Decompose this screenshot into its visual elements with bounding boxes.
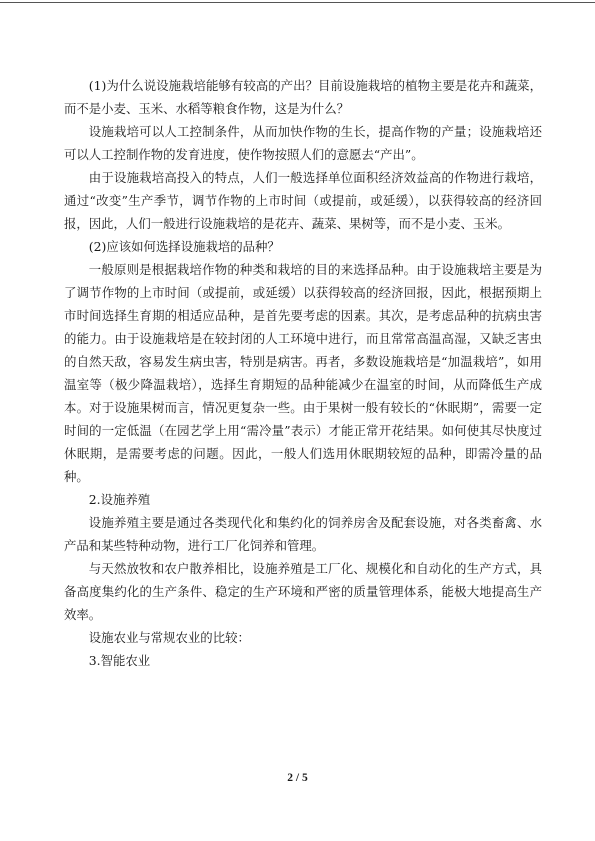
paragraph-question-2: (2)应该如何选择设施栽培的品种？	[88, 239, 280, 254]
section-heading-smart-agriculture: 3.智能农业	[88, 653, 151, 668]
paragraph-breeding-comparison: 与天然放牧和农户散养相比，设施养殖是工厂化、规模化和自动化的生产方式，具备高度集约化的生产条件、稳定的生产环境和严密的质量管理体系，能极大地提高生产效率。	[64, 561, 542, 622]
page-number: 2 / 5	[287, 772, 308, 784]
paragraph-answer-1b: 由于设施栽培高投入的特点，人们一般选择单位面积经济效益高的作物进行栽培，通过“改变”生产季节，调节作物的上市时间（或提前，或延缓），以获得较高的经济回报，因此，人们一般进行设施栽培的是花卉、蔬菜、果树等，而不是小麦、玉米。	[64, 170, 542, 231]
header-rule	[0, 2, 595, 3]
paragraph-answer-1a: 设施栽培可以人工控制条件，从而加快作物的生长，提高作物的产量；设施栽培还可以人工控制作物的发育进度，使作物按照人们的意愿去“产出”。	[64, 124, 542, 162]
document-body	[64, 74, 542, 672]
section-heading-facility-breeding: 2.设施养殖	[88, 492, 151, 507]
paragraph-answer-2: 一般原则是根据栽培作物的种类和栽培的目的来选择品种。由于设施栽培主要是为了调节作物的上市时间（或提前，或延缓）以获得较高的经济回报，因此，根据预期上市时间选择生育期的相适应品种，是首先要考虑的因素。其次，是考虑品种的抗病虫害的能力。由于设施栽培是在较封闭的人工环境中进行，而且常常高温高湿，又缺乏害虫的自然天敌，容易发生病虫害，特别是病害。再者，多数设施栽培是“加温栽培”，如用温室等（极少降温栽培），选择生育期短的品种能减少在温室的时间，从而降低生产成本。对于设施果树而言，情况更复杂一些。由于果树一般有较长的“休眠期”，需要一定时间的一定低温（在园艺学上用“需冷量”表示）才能正常开花结果。如何使其尽快度过休眠期，是需要考虑的问题。因此，一般人们选用休眠期较短的品种，即需冷量的品种。	[64, 262, 542, 484]
paragraph-question-1: (1)为什么说设施栽培能够有较高的产出？目前设施栽培的植物主要是花卉和蔬菜，而不是小麦、玉米、水稻等粮食作物，这是为什么？	[64, 78, 542, 116]
paragraph-agriculture-comparison: 设施农业与常规农业的比较：	[88, 630, 250, 645]
paragraph-breeding-definition: 设施养殖主要是通过各类现代化和集约化的饲养房舍及配套设施，对各类畜禽、水产品和某些特种动物，进行工厂化饲养和管理。	[64, 515, 542, 553]
